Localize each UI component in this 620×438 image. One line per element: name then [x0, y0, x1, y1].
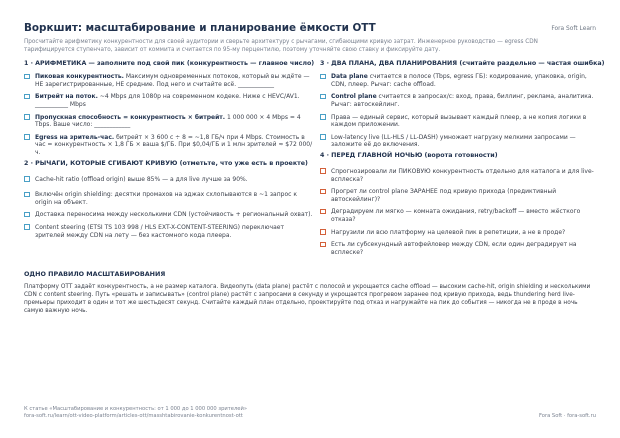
section-title-levers: 2 · РЫЧАГИ, КОТОРЫЕ СГИБАЮТ КРИВУЮ (отметьте, что уже есть в проекте) — [24, 159, 308, 167]
section-title-two-planes: 3 · ДВА ПЛАНА, ДВА ПЛАНИРОВАНИЯ (считайте раздельно — частая ошибка) — [320, 60, 605, 68]
checkbox[interactable] — [320, 74, 326, 80]
checklist-item: Доставка переносима между несколькими CDN (устойчивость + региональный охват). — [24, 211, 314, 219]
checkbox[interactable] — [24, 134, 30, 140]
checkbox[interactable] — [24, 224, 30, 230]
checkbox[interactable] — [24, 94, 30, 100]
checklist-item: Битрейт на поток. ~4 Mbps для 1080p на современном кодеке. Ниже с HEVC/AV1. ___________ Mbps — [24, 93, 314, 108]
checkbox[interactable] — [24, 176, 30, 182]
left-column — [24, 60, 314, 239]
checkbox[interactable] — [320, 229, 326, 235]
checkbox[interactable] — [24, 192, 30, 198]
checklist-item: Права — единый сервис, который вызывает каждый плеер, а не копия логики в каждом приложении. — [320, 114, 596, 129]
checklist-item: Content steering (ETSI TS 103 998 / HLS EXT-X-CONTENT-STEERING) переключает зрителей между CDN на лету — без кастомного кода плеера. — [24, 224, 314, 239]
footer-brand: Fora Soft · fora-soft.ru — [538, 413, 596, 419]
header — [24, 22, 596, 38]
checkbox[interactable] — [24, 212, 30, 218]
checklist-item: Cache-hit ratio (offload origin) выше 85% — а для live лучше за 90%. — [24, 176, 314, 184]
footer-source-url[interactable]: fora-soft.ru/learn/ott-video-platform/articles-ott/masshtabirovanie-konkurentnost-ott — [24, 413, 243, 419]
checklist-item: Нагрузили ли всю платформу на целевой пик в репетиции, а не в проде? — [320, 229, 596, 237]
checklist-item: Есть ли субсекундный автофейловер между CDN, если один деградирует на всплеске? — [320, 241, 596, 256]
footer-source — [24, 406, 247, 420]
footer-source-title: К статье «Масштабирование и конкурентность: от 1 000 до 1 000 000 зрителей» — [24, 406, 248, 412]
checkbox[interactable] — [320, 134, 326, 140]
checkbox[interactable] — [320, 189, 326, 195]
checklist-item: Пропускная способность = конкурентность × битрейт. 1 000 000 × 4 Mbps = 4 Tbps. Ваше число: ____________ — [24, 114, 314, 129]
sections-grid — [24, 60, 605, 267]
checkbox[interactable] — [320, 242, 326, 248]
checkbox[interactable] — [320, 94, 326, 100]
checklist-item: Включён origin shielding: десятки промахов на эджах схлопываются в ~1 запрос к origin на объект. — [24, 191, 314, 206]
checkbox[interactable] — [320, 209, 326, 215]
checklist-item: Деградируем ли мягко — комната ожидания, retry/backoff — вместо жёсткого отказа? — [320, 208, 596, 223]
checklist-item: Low-latency live (LL-HLS / LL-DASH) умножает нагрузку мелкими запросами — заложите её до включения. — [320, 134, 596, 149]
checklist-item: Data plane считается в полосе (Tbps, egress ГБ): кодирование, упаковка, origin, CDN, плеер. Рычаг: cache offload. — [320, 73, 596, 88]
section-title-readiness: 4 · ПЕРЕД ГЛАВНОЙ НОЧЬЮ (ворота готовности) — [320, 151, 498, 159]
checklist-item: Пиковая конкурентность. Максимум одновременных потоков, который вы ждёте — НЕ зарегистрированные, НЕ средние. Под него и считайте всё. ____________ — [24, 73, 314, 88]
rule-paragraph: Платформу OTT задаёт конкурентность, а не размер каталога. Видеопуть (data plane) растёт с полосой и укрощается cache offload — высоким cache-hit, origin shielding и несколькими CDN с content steering. Путь «решать и записывать» (control plane) растёт с запросами в секунду и укрощается прогревом заранее под кривую прихода, ведь thundering herd live-премьеры приходит в один и тот же шестьдесят секунд. Считайте каждый план отдельно, проектируйте под отказ и нагружайте на пик до события — никогда не в проде в ночь самую важную ночь. — [24, 284, 591, 314]
brand-label: Fora Soft Learn — [551, 26, 596, 32]
checklist-item: Прогрет ли control plane ЗАРАНЕЕ под кривую прихода (предиктивный автоскейлинг)? — [320, 188, 596, 203]
checklist-item: Control plane считается в запросах/с: вход, права, биллинг, реклама, аналитика. Рычаг: автоскейлинг. — [320, 93, 596, 108]
checklist-item: Egress на зритель-час. битрейт × 3 600 с ÷ 8 = ~1,8 ГБ/ч при 4 Mbps. Стоимость в час = конкурентность × 1,8 ГБ × ваша $/ГБ. При $0,04/ГБ и 1 млн зрителей ≈ $72 000/ч. — [24, 134, 314, 157]
page-title: Воркшит: масштабирование и планирование ёмкости OTT — [24, 22, 376, 34]
checklist-item: Спрогнозировали ли ПИКОВУЮ конкурентность отдельно для каталога и для live-всплеска? — [320, 168, 596, 183]
right-column — [320, 60, 605, 256]
checkbox[interactable] — [320, 114, 326, 120]
worksheet-page — [24, 22, 605, 316]
checkbox[interactable] — [320, 168, 326, 174]
section-title-arithmetic: 1 · АРИФМЕТИКА — заполните под свой пик (конкурентность — главное число) — [24, 60, 315, 68]
checkbox[interactable] — [24, 74, 30, 80]
lead-paragraph: Просчитайте арифметику конкурентности для своей аудитории и сверьте архитектуру с рычагами, сгибающими кривую затрат. Инженерное руководство — egress CDN тарифицируется ступенчато, зависит от коммита и считается по 95-му перцентилю, поэтому уточняйте свою ставку и фиксируйте дату. — [24, 39, 538, 53]
checkbox[interactable] — [24, 114, 30, 120]
rule-heading: ОДНО ПРАВИЛО МАСШТАБИРОВАНИЯ — [24, 270, 166, 279]
